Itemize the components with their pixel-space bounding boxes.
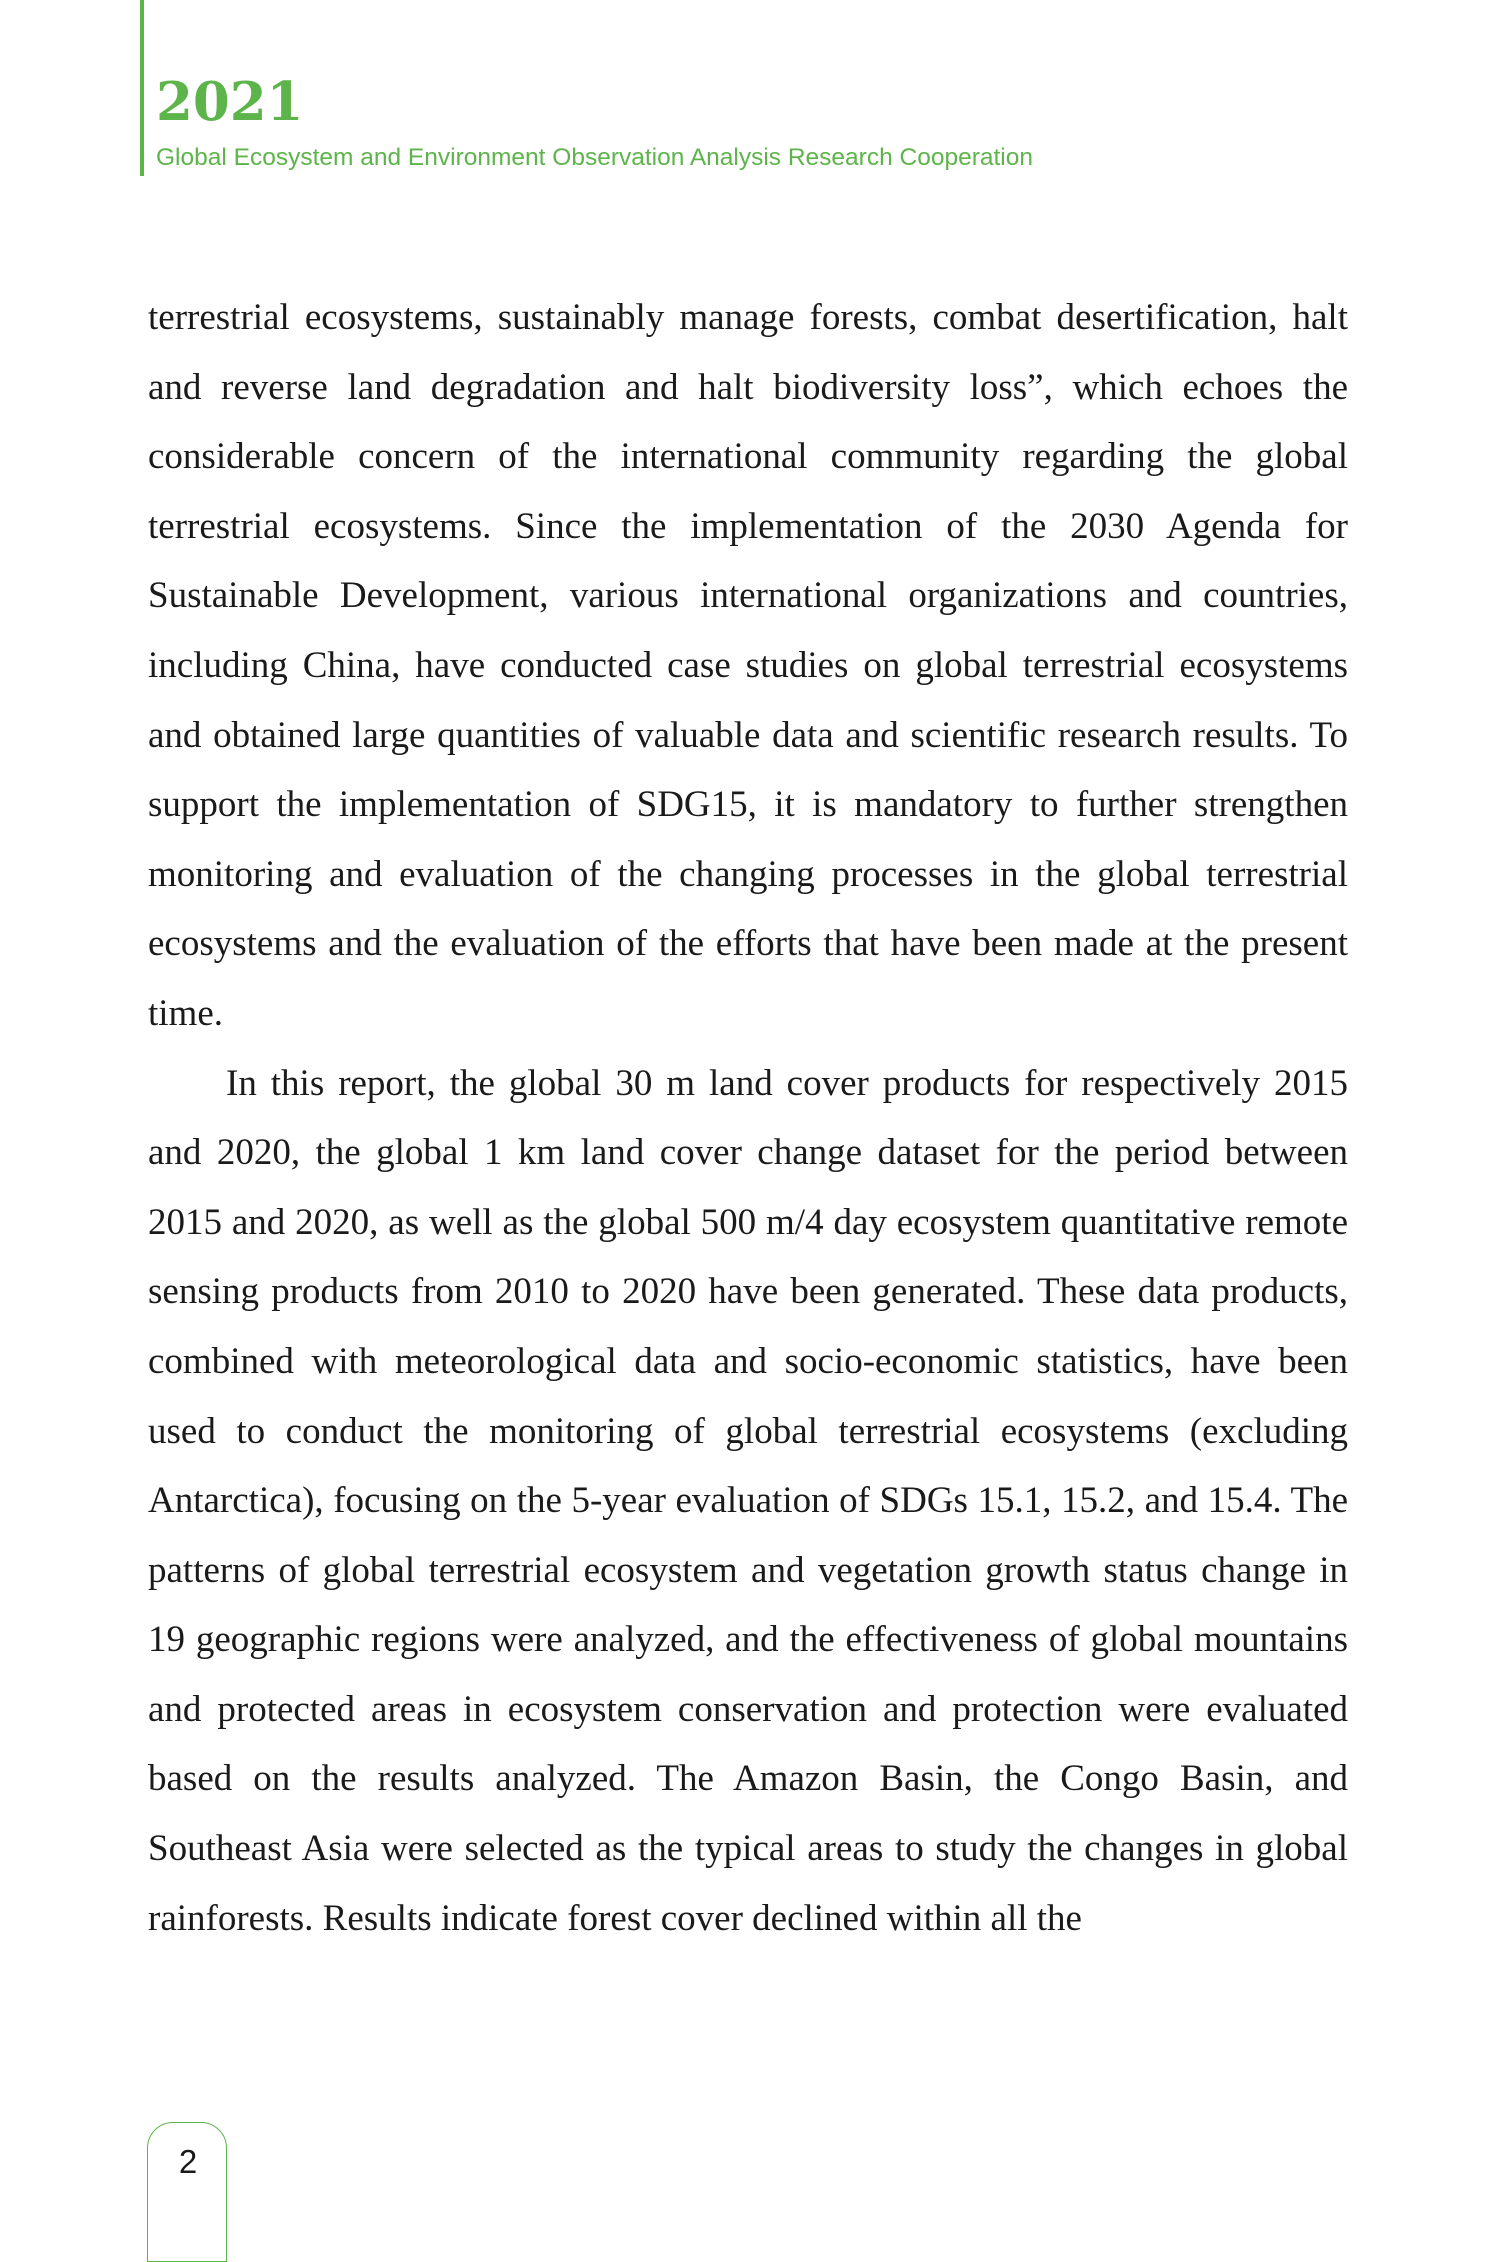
body-paragraph: terrestrial ecosystems, sustainably manage forests, combat desertification, halt and reverse land degradation and halt biodiversity loss”, which echoes the considerable concern of the international community regarding the global terrestrial ecosystems. Since the implementation of the 2030 Agenda for Sustainable Development, various international organizations and countries, including China, have conducted case studies on global terrestrial ecosystems and obtained large quantities of valuable data and scientific research results. To support the implementation of SDG15, it is mandatory to further strengthen monitoring and evaluation of the changing processes in the global terrestrial ecosystems and the evaluation of the efforts that have been made at the present time. xyxy=(148,297,1348,1034)
page-number: 2 xyxy=(178,2143,198,2180)
body-paragraph: In this report, the global 30 m land cover products for respectively 2015 and 2020, the global 1 km land cover change dataset for the period between 2015 and 2020, as well as the global 500 m/4 day ecosystem quantitative remote sensing products from 2010 to 2020 have been generated. These data products, combined with meteorological data and socio-economic statistics, have been used to conduct the monitoring of global terrestrial ecosystems (excluding Antarctica), focusing on the 5-year evaluation of SDGs 15.1, 15.2, and 15.4. The patterns of global terrestrial ecosystem and vegetation growth status change in 19 geographic regions were analyzed, and the effectiveness of global mountains and protected areas in ecosystem conservation and protection were evaluated based on the results analyzed. The Amazon Basin, the Congo Basin, and Southeast Asia were selected as the typical areas to study the changes in global rainforests. Results indicate forest cover declined within all the xyxy=(148,1062,1348,1939)
header-subtitle: Global Ecosystem and Environment Observation Analysis Research Cooperation xyxy=(156,144,1033,171)
header-accent-bar xyxy=(140,0,144,176)
body-text xyxy=(148,283,1348,1953)
header-year: 2021 xyxy=(156,71,304,133)
page-number-tab xyxy=(147,2122,227,2262)
